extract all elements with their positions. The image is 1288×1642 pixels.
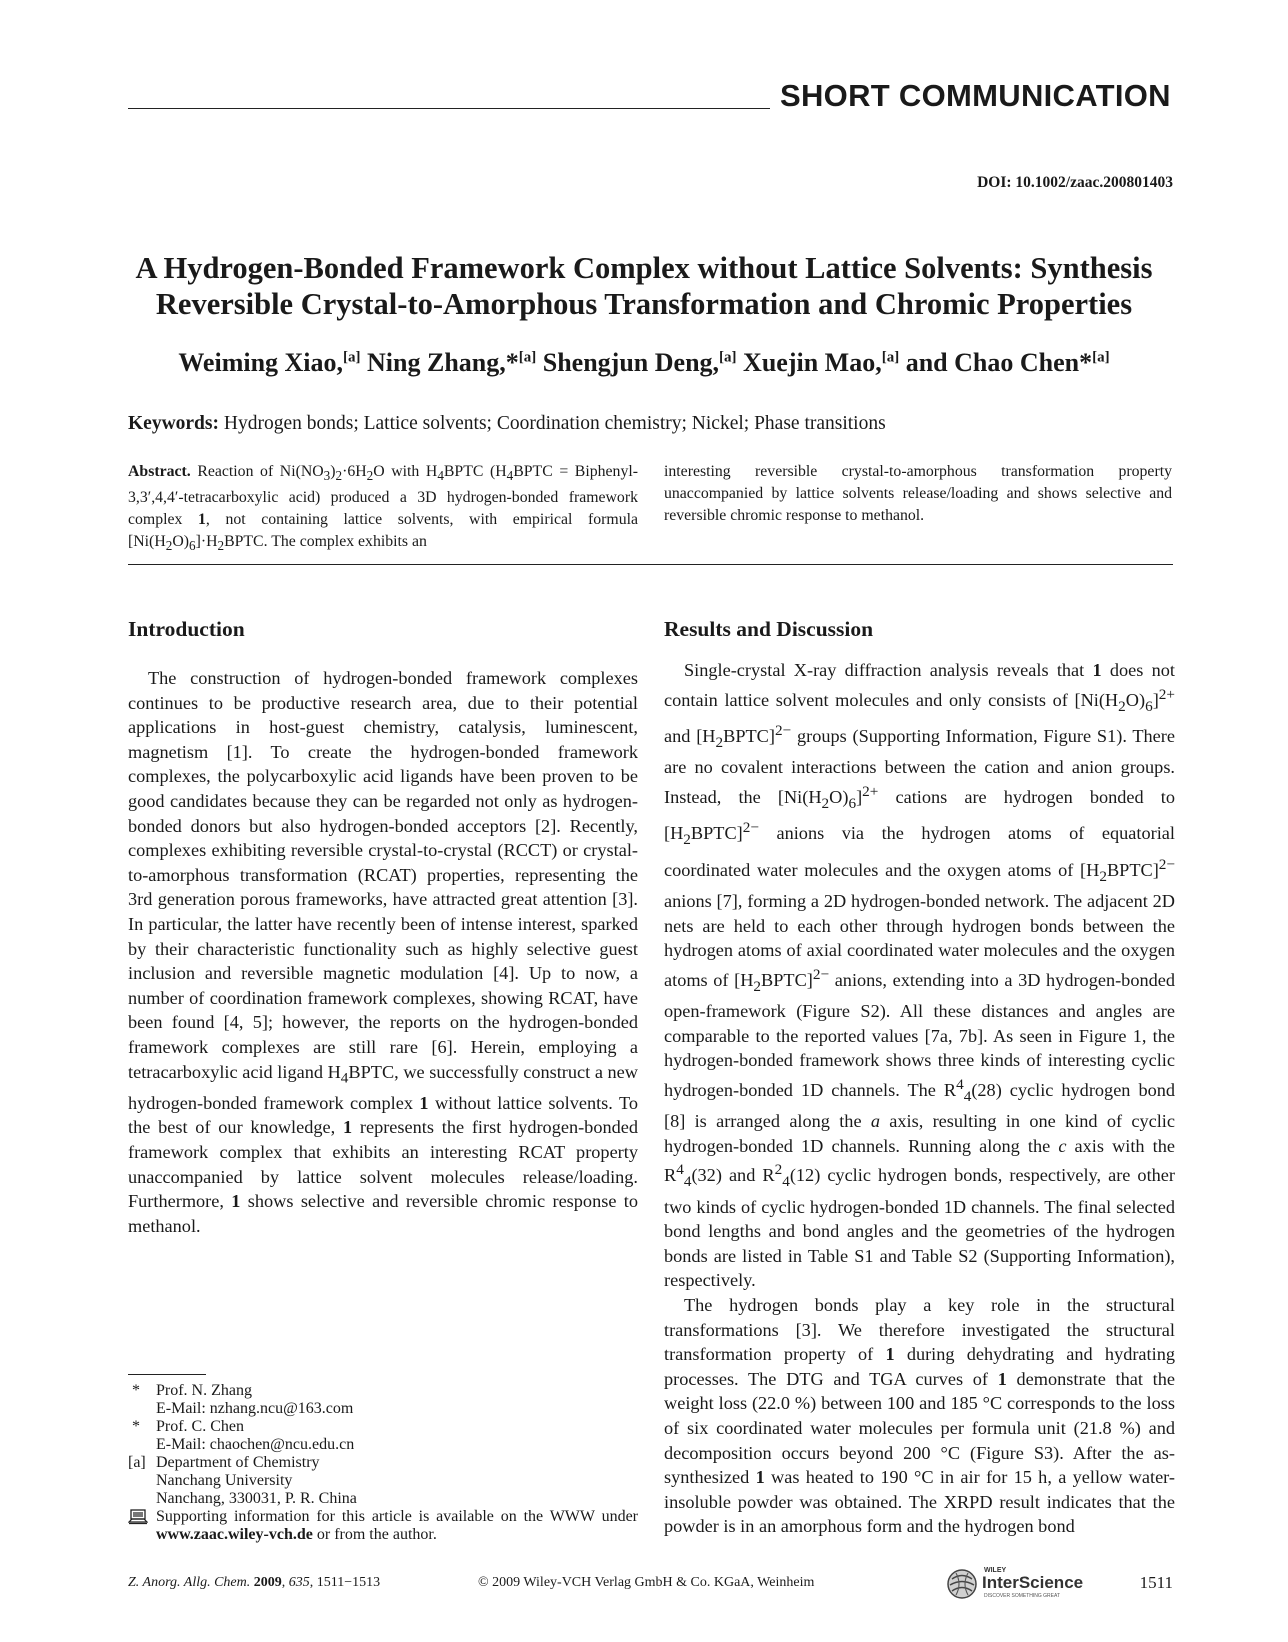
logo-top-text: WILEY <box>984 1567 1007 1574</box>
footnote-email: E-Mail: chaochen@ncu.edu.cn <box>156 1436 355 1453</box>
section-label: SHORT COMMUNICATION <box>780 78 1171 113</box>
asterisk-mark: * <box>132 1382 140 1399</box>
header-rule <box>128 108 770 109</box>
computer-icon <box>128 1509 148 1530</box>
affiliation-mark: [a] <box>128 1454 146 1471</box>
author-affiliation-mark: [a] <box>719 349 737 366</box>
logo-tagline-text: DISCOVER SOMETHING GREAT <box>984 1593 1061 1599</box>
footnote-affiliation <box>128 1472 638 1490</box>
affiliation-line: Department of Chemistry <box>156 1454 320 1471</box>
introduction-paragraph: The construction of hydrogen-bonded framework complexes continues to be productive research area, due to their potential applications in host-guest chemistry, catalysis, luminescent, magnetism [1]. To create the hydrogen-bonded framework complexes, the polycarboxylic acid ligands have been proven to be good candidates because they can be regarded not only as hydrogen-bonded donors but also hydrogen-bonded acceptors [2]. Recently, complexes exhibiting reversible crystal-to-crystal (RCCT) or crystal-to-amorphous transformation (RCAT) properties, representing the 3rd generation porous frameworks, have attracted great attention [3]. In particular, the latter have recently been of intense interest, sparked by their characteristic functionality such as highly selective guest inclusion and reversible magnetic modulation [4]. Up to now, a number of coordination framework complexes, showing RCAT, have been found [4, 5]; however, the reports on the hydrogen-bonded framework complexes are still rare [6]. Herein, employing a tetracarboxylic acid ligand $H_4BPTC$, we successfully construct a new hydrogen-bonded framework complex 1 without lattice solvents. To the best of our knowledge, 1 represents the first hydrogen-bonded framework complex that exhibits an interesting RCAT property unaccompanied by lattice solvent molecules release/loading. Furthermore, 1 shows selective and reversible chromic response to methanol. <box>128 668 638 1236</box>
results-paragraph: Single-crystal X-ray diffraction analysis reveals that 1 does not contain lattice solvent molecules and only consists of $[Ni(H_2O)_6]^{2+}$ and $[H_2BPTC]^{2-}$ groups (Supporting Information, Figure S1). There are no covalent interactions between the cation and anion groups. Instead, the $[Ni(H_2O)_6]^{2+}$ cations are hydrogen bonded to $[H_2BPTC]^{2-}$ anions via the hydrogen atoms of equatorial coordinated water molecules and the oxygen atoms of $[H_2BPTC]^{2-}$ anions [7], forming a 2D hydrogen-bonded network. The adjacent 2D nets are held to each other through hydrogen bonds between the hydrogen atoms of axial coordinated water molecules and the oxygen atoms of $[H_2BPTC]^{2-}$ anions, extending into a 3D hydrogen-bonded open-framework (Figure S2). All these distances and angles are comparable to the reported values [7a, 7b]. As seen in Figure 1, the hydrogen-bonded framework shows three kinds of interesting cyclic hydrogen-bonded 1D channels. The $R^4_4(28)$ cyclic hydrogen bond [8] is arranged along the a axis, resulting in one kind of cyclic hydrogen-bonded 1D channels. Running along the c axis with the $R^4_4(32)$ and $R^2_4(12)$ cyclic hydrogen bonds, respectively, are other two kinds of cyclic hydrogen-bonded 1D channels. The final selected bond lengths and bond angles and the geometries of the hydrogen bonds are listed in Table S1 and Table S2 (Supporting Information), respectively. <box>664 660 1176 1291</box>
results-paragraph: The hydrogen bonds play a key role in the structural transformations [3]. We therefore investigated the structural transformation property of 1 during dehydrating and hydrating processes. The DTG and TGA curves of 1 demonstrate that the weight loss (22.0 %) between 100 and 185 °C corresponds to the loss of six coordinated water molecules per formula unit (21.8 %) and decomposition occurs beyond 200 °C (Figure S3). After the as-synthesized 1 was heated to 190 °C in air for 15 h, a yellow water-insoluble powder was obtained. The XRPD result indicates that the powder is in an amorphous form and the hydrogen bond <box>664 1295 1175 1537</box>
title-line-2: Reversible Crystal-to-Amorphous Transformation and Chromic Properties <box>155 287 1133 321</box>
title-line-1: A Hydrogen-Bonded Framework Complex without Lattice Solvents: Synthesis <box>135 251 1153 285</box>
keywords-label: Keywords: <box>128 413 219 434</box>
author-affiliation-mark: [a] <box>1092 349 1110 366</box>
copyright-notice: © 2009 Wiley-VCH Verlag GmbH & Co. KGaA, Weinheim <box>478 1575 815 1590</box>
author-list <box>80 348 1208 378</box>
author-affiliation-mark: [a] <box>881 349 900 366</box>
abstract-left-column <box>128 461 638 557</box>
author-name: Xuejin Mao, <box>743 348 882 377</box>
introduction-heading: Introduction <box>128 617 245 641</box>
affiliation-line: Nanchang, 330031, P. R. China <box>156 1490 357 1507</box>
footnote-email-line <box>128 1436 638 1454</box>
author-name: Ning Zhang,* <box>367 348 519 377</box>
keywords-text: Hydrogen bonds; Lattice solvents; Coordination chemistry; Nickel; Phase transitions <box>223 413 886 434</box>
introduction-body <box>128 666 638 1238</box>
results-body <box>664 658 1175 1539</box>
page-footer <box>128 1568 1173 1598</box>
supporting-info-text: Supporting information for this article is available on the WWW under www.zaac.wiley-vch.de or from the author. <box>156 1508 638 1543</box>
footnote-email: E-Mail: nzhang.ncu@163.com <box>156 1400 354 1417</box>
journal-citation: Z. Anorg. Allg. Chem. 2009, 635, 1511−1513 <box>128 1575 381 1590</box>
footnote-email-line <box>128 1400 638 1418</box>
abstract-label: Abstract. <box>128 463 191 480</box>
footnote-corresponding-author <box>128 1382 638 1400</box>
footnote-affiliation <box>128 1454 638 1472</box>
author-affiliation-mark: [a] <box>343 349 361 366</box>
footnote-supporting-info <box>128 1508 638 1544</box>
abstract-rule <box>128 564 1173 565</box>
abstract-text-left: Reaction of $Ni(NO_3)_2\cdot 6H_2O$ with $H_4BPTC$ ($H_4BPTC$ = Biphenyl-3,3′,4,4′-tetracarboxylic acid) produced a 3D hydrogen-bonded framework complex 1, not containing lattice solvents, with empirical formula $[Ni(H_2O)_6]\cdot H_2BPTC$. The complex exhibits an <box>128 463 638 554</box>
abstract-right-column: interesting reversible crystal-to-amorphous transformation property unaccompanied by lattice solvents release/loading and shows selective and reversible chromic response to methanol. <box>664 463 1172 524</box>
footnote-author-name: Prof. C. Chen <box>156 1418 244 1435</box>
footnote-affiliation <box>128 1490 638 1508</box>
author-name: Weiming Xiao, <box>178 348 344 377</box>
publisher-logo <box>944 1563 1139 1603</box>
results-heading: Results and Discussion <box>664 617 874 641</box>
doi: DOI: 10.1002/zaac.200801403 <box>977 174 1173 191</box>
footnote-corresponding-author <box>128 1418 638 1436</box>
page-number: 1511 <box>1139 1573 1173 1592</box>
author-affiliation-mark: [a] <box>518 349 537 366</box>
keywords <box>128 413 886 435</box>
affiliation-line: Nanchang University <box>156 1472 293 1489</box>
author-name: and Chao Chen* <box>905 348 1093 377</box>
article-title <box>80 250 1208 322</box>
footnote-author-name: Prof. N. Zhang <box>156 1382 252 1399</box>
footnote-rule <box>128 1374 206 1375</box>
footnotes <box>128 1382 638 1544</box>
author-name: Shengjun Deng, <box>542 348 720 377</box>
logo-main-text: InterScience <box>982 1573 1084 1592</box>
asterisk-mark: * <box>132 1418 140 1435</box>
